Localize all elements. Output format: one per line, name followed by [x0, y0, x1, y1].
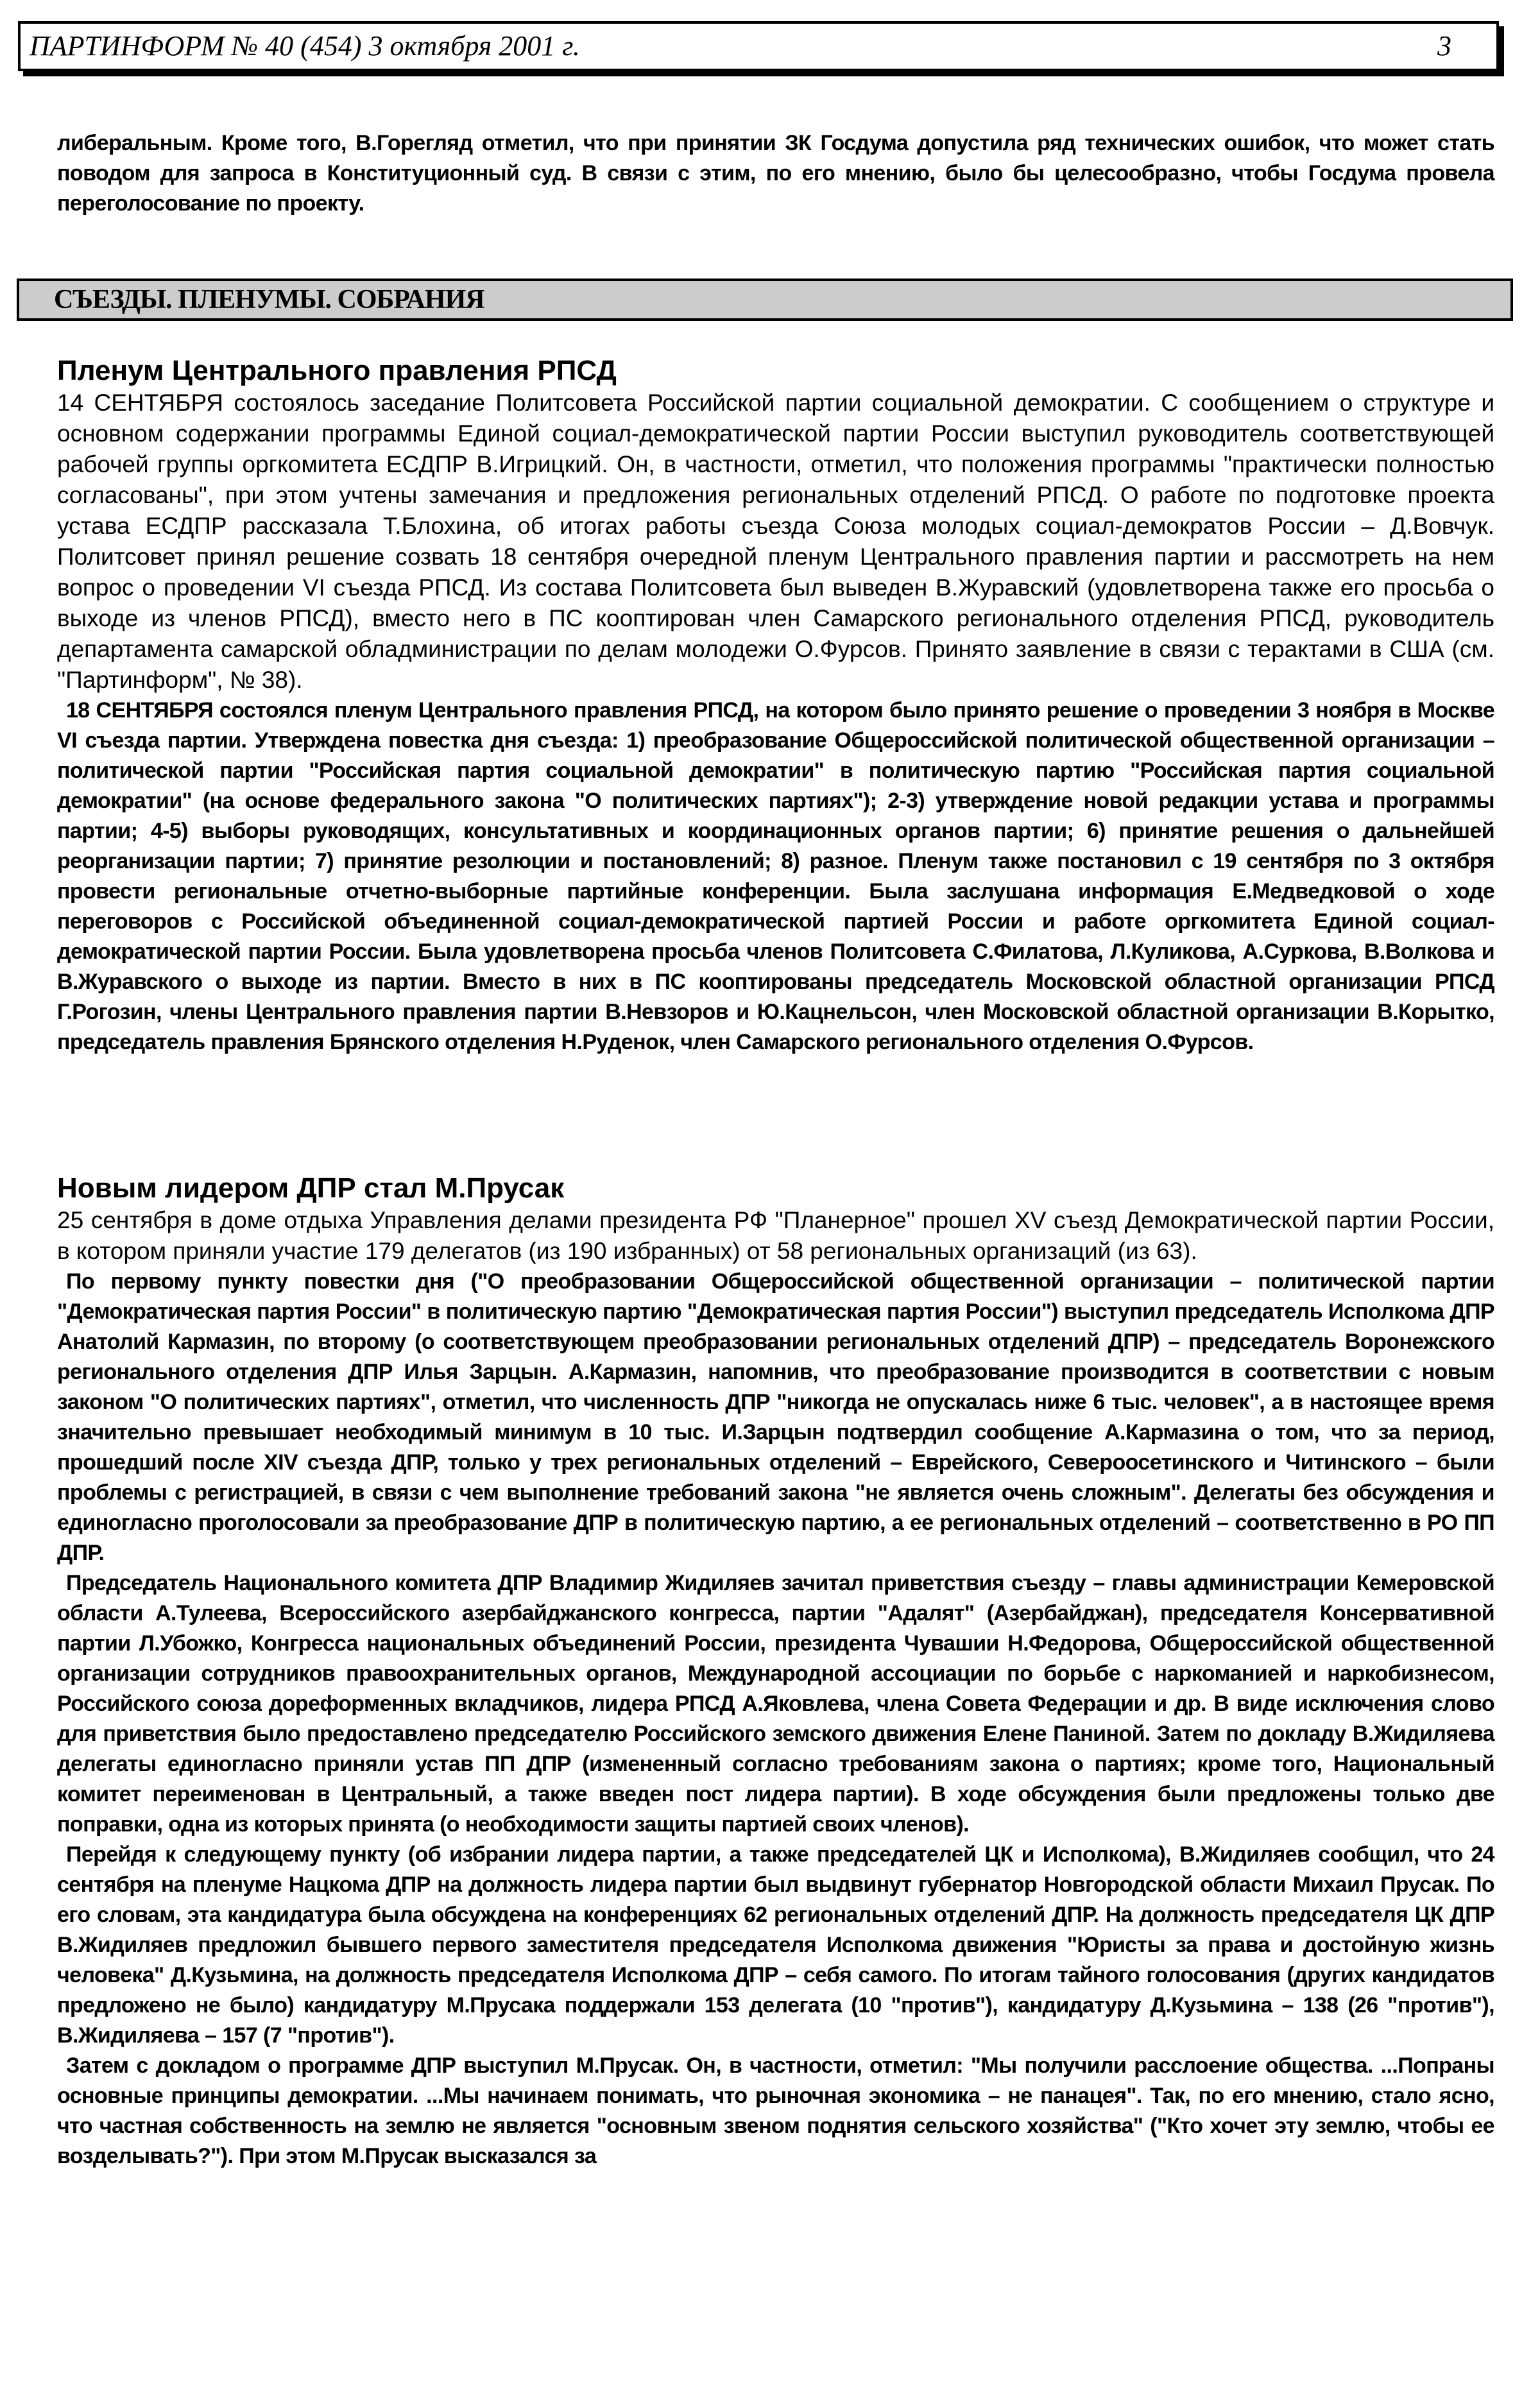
article-paragraph: Затем с докладом о программе ДПР выступил М.Прусак. Он, в частности, отметил: "Мы получили расслоение общества. ...Попраны основные принципы демократии. ...Мы начинаем понимать, что рыночная экономика – не панацея". Так, по его мнению, стало ясно, что частная собственность на землю не является "основным звеном поднятия сельского хозяйства" ("Кто хочет эту землю, чтобы ее возделывать?"). При этом М.Прусак высказался за: [57, 2053, 1494, 2168]
article-rpsd: [57, 354, 1494, 1058]
page-number: 3: [1437, 30, 1451, 62]
article-paragraph: 14 СЕНТЯБРЯ состоялось заседание Политсовета Российской партии социальной демократии. С сообщением о структуре и основном содержании программы Единой социал-демократической партии России выступил руководитель соответствующей рабочей группы оргкомитета ЕСДПР В.Игрицкий. Он, в частности, отметил, что положения программы "практически полностью согласованы", при этом учтены замечания и предложения региональных отделений РПСД. О работе по подготовке проекта устава ЕСДПР рассказала Т.Блохина, об итогах работы съезда Союза молодых социал-демократов России – Д.Вовчук. Политсовет принял решение созвать 18 сентября очередной пленум Центрального правления партии и рассмотреть на нем вопрос о проведении VI съезда РПСД. Из состава Политсовета был выведен В.Журавский (удовлетворена также его просьба о выходе из членов РПСД), вместо него в ПС кооптирован член Самарского регионального отделения РПСД, руководитель департамента самарской обладминистрации по делам молодежи О.Фурсов. Принято заявление в связи с терактами в США (см. "Партинформ", № 38).: [57, 390, 1494, 693]
article-paragraph: 25 сентября в доме отдыха Управления делами президента РФ "Планерное" прошел XV съезд Демократической партии России, в котором приняли участие 179 делегатов (из 190 избранных) от 58 региональных организаций (из 63).: [57, 1207, 1494, 1264]
section-banner: [17, 278, 1513, 321]
article-dpr: [57, 1172, 1494, 2172]
page-header: [18, 21, 1499, 71]
article-paragraph: Перейдя к следующему пункту (об избрании лидера партии, а также председателей ЦК и Исполкома), В.Жидиляев сообщил, что 24 сентября на пленуме Нацкома ДПР на должность лидера партии был выдвинут губернатор Новгородской области Михаил Прусак. По его словам, эта кандидатура была обсуждена на конференциях 62 региональных отделений ДПР. На должность председателя ЦК ДПР В.Жидиляев предложил бывшего первого заместителя председателя Исполкома движения "Юристы за права и достойную жизнь человека" Д.Кузьмина, на должность председателя Исполкома ДПР – себя самого. По итогам тайного голосования (других кандидатов предложено не было) кандидатуру М.Прусака поддержали 153 делегата (10 "против"), кандидатуру Д.Кузьмина – 138 (26 "против"), В.Жидиляева – 157 (7 "против").: [57, 1842, 1494, 2048]
article-title: Пленум Центрального правления РПСД: [57, 355, 617, 386]
publication-title: ПАРТИНФОРМ № 40 (454) 3 октября 2001 г.: [30, 30, 580, 62]
article-paragraph: Председатель Национального комитета ДПР Владимир Жидиляев зачитал приветствия съезду – главы администрации Кемеровской области А.Тулеева, Всероссийского азербайджанского конгресса, партии "Адалят" (Азербайджан), председателя Консервативной партии Л.Убожко, Конгресса национальных объединений России, президента Чувашии Н.Федорова, Общероссийской общественной организации сотрудников правоохранительных органов, Международной ассоциации по борьбе с наркоманией и наркобизнесом, Российского союза дореформенных вкладчиков, лидера РПСД А.Яковлева, члена Совета Федерации и др. В виде исключения слово для приветствия было предоставлено председателю Российского земского движения Елене Паниной. Затем по докладу В.Жидиляева делегаты единогласно приняли устав ПП ДПР (измененный согласно требованиям закона о партиях; кроме того, Национальный комитет переименован в Центральный, а также введен пост лидера партии). В ходе обсуждения были предложены только две поправки, одна из которых принята (о необходимости защиты партией своих членов).: [57, 1571, 1494, 1837]
article-title: Новым лидером ДПР стал М.Прусак: [57, 1172, 565, 1204]
article-paragraph: По первому пункту повестки дня ("О преобразовании Общероссийской общественной организации – политической партии "Демократическая партия России" в политическую партию "Демократическая партия России") выступил председатель Исполкома ДПР Анатолий Кармазин, по второму (о соответствующем преобразовании региональных отделений ДПР) – председатель Воронежского регионального отделения ДПР Илья Зарцын. А.Кармазин, напомнив, что преобразование производится в соответствии с новым законом "О политических партиях", отметил, что численность ДПР "никогда не опускалась ниже 6 тыс. человек", а в настоящее время значительно превышает необходимый минимум в 10 тыс. И.Зарцын подтвердил сообщение А.Кармазина о том, что за период, прошедший после XIV съезда ДПР, только у трех региональных отделений – Еврейского, Североосетинского и Читинского – были проблемы с регистрацией, в связи с чем выполнение требований закона "не является очень сложным". Делегаты без обсуждения и единогласно проголосовали за преобразование ДПР в политическую партию, а ее региональных отделений – соответственно в РО ПП ДПР.: [57, 1269, 1494, 1565]
intro-block: [57, 128, 1494, 219]
article-paragraph: 18 СЕНТЯБРЯ состоялся пленум Центрального правления РПСД, на котором было принято решение о проведении 3 ноября в Москве VI съезда партии. Утверждена повестка дня съезда: 1) преобразование Общероссийской политической общественной организации – политической партии "Российская партия социальной демократии" в политическую партию "Российская партия социальной демократии" (на основе федерального закона "О политических партиях"); 2-3) утверждение новой редакции устава и программы партии; 4-5) выборы руководящих, консультативных и координационных органов партии; 6) принятие решения о дальнейшей реорганизации партии; 7) принятие резолюции и постановлений; 8) разное. Пленум также постановил с 19 сентября по 3 октября провести региональные отчетно-выборные партийные конференции. Была заслушана информация Е.Медведковой о ходе переговоров с Российской объединенной социал-демократической партией России и работе оргкомитета Единой социал-демократической партии России. Была удовлетворена просьба членов Политсовета С.Филатова, Л.Куликова, А.Суркова, В.Волкова и В.Журавского о выходе из партии. Вместо в них в ПС кооптированы председатель Московской областной организации РПСД Г.Рогозин, члены Центрального правления партии В.Невзоров и Ю.Кацнельсон, член Московской областной организации В.Корытко, председатель правления Брянского отделения Н.Руденок, член Самарского регионального отделения О.Фурсов.: [57, 698, 1494, 1054]
section-title: СЪЕЗДЫ. ПЛЕНУМЫ. СОБРАНИЯ: [54, 285, 484, 314]
intro-paragraph: либеральным. Кроме того, В.Горегляд отметил, что при принятии ЗК Госдума допустила ряд технических ошибок, что может стать поводом для запроса в Конституционный суд. В связи с этим, по его мнению, было бы целесообразно, чтобы Госдума провела переголосование по проекту.: [57, 131, 1494, 216]
